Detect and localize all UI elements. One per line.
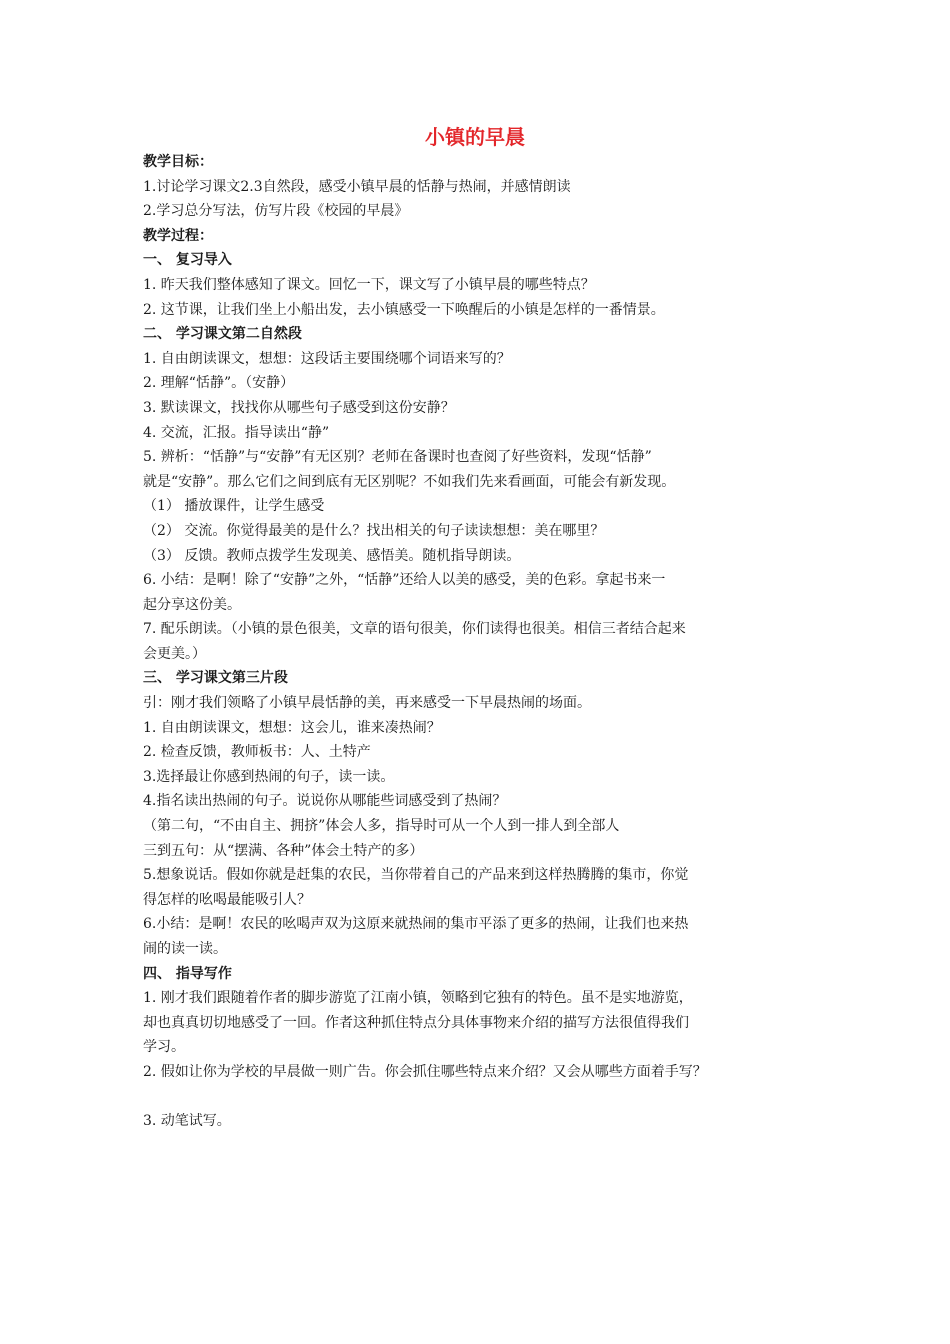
section-heading: 二、 学习课文第二自然段 xyxy=(143,326,302,343)
section-heading: 一、 复习导入 xyxy=(143,252,232,269)
text-line: 闹的读一读。 xyxy=(143,941,227,957)
text-line: （2） 交流。你觉得最美的是什么？找出相关的句子读读想想：美在哪里？ xyxy=(143,522,605,539)
blank-line xyxy=(143,1085,823,1110)
text-line: 4. 交流，汇报。指导读出“静” xyxy=(143,424,330,441)
text-line: 6. 小结：是啊！除了“安静”之外，“恬静”还给人以美的感受，美的色彩。拿起书来一 xyxy=(143,572,666,589)
text-line: 2. 假如让你为学校的早晨做一则广告。你会抓住哪些特点来介绍？又会从哪些方面着手写？ xyxy=(143,1063,707,1080)
text-line: （第二句，“不由自主、拥挤”体会人多，指导时可从一个人到一排人到全部人 xyxy=(143,818,620,835)
text-line: 4.指名读出热闹的句子。说说你从哪能些词感受到了热闹？ xyxy=(143,793,507,810)
text-line: 2. 检查反馈，教师板书：人、土特产 xyxy=(143,744,371,761)
text-line: 5.想象说话。假如你就是赶集的农民，当你带着自己的产品来到这样热腾腾的集市，你觉 xyxy=(143,867,689,884)
section-heading: 三、 学习课文第三片段 xyxy=(143,670,288,687)
text-line: 3.选择最让你感到热闹的句子，读一读。 xyxy=(143,768,395,785)
text-line: 学习。 xyxy=(143,1039,185,1056)
text-line: 三到五句：从“摆满、各种”体会土特产的多） xyxy=(143,842,424,859)
text-line: 1.讨论学习课文2.3自然段，感受小镇早晨的恬静与热闹，并感情朗读 xyxy=(143,178,571,195)
text-line: 5. 辨析：“恬静”与“安静”有无区别？老师在备课时也查阅了好些资料，发现“恬静” xyxy=(143,449,652,466)
text-line: 1. 自由朗读课文，想想：这会儿，谁来凑热闹？ xyxy=(143,719,441,736)
text-line: 2. 理解“恬静”。（安静） xyxy=(143,375,295,392)
document-title: 小镇的早晨 xyxy=(425,125,525,149)
text-line: 2.学习总分写法，仿写片段《校园的早晨》 xyxy=(143,203,409,220)
text-line: （3） 反馈。教师点拨学生发现美、感悟美。随机指导朗读。 xyxy=(143,547,521,564)
text-line: 1. 昨天我们整体感知了课文。回忆一下，课文写了小镇早晨的哪些特点？ xyxy=(143,276,595,293)
text-line: 3. 动笔试写。 xyxy=(143,1113,231,1130)
text-line: 7. 配乐朗读。（小镇的景色很美，文章的语句很美，你们读得也很美。相信三者结合起来 xyxy=(143,621,686,638)
text-line: 2. 这节课，让我们坐上小船出发，去小镇感受一下唤醒后的小镇是怎样的一番情景。 xyxy=(143,301,665,318)
text-line: 3. 默读课文，找找你从哪些句子感受到这份安静？ xyxy=(143,399,455,416)
document-body xyxy=(143,150,823,1134)
text-line: 引：刚才我们领略了小镇早晨恬静的美，再来感受一下早晨热闹的场面。 xyxy=(143,695,591,712)
section-heading: 四、 指导写作 xyxy=(143,965,232,982)
text-line: 却也真真切切地感受了一回。作者这种抓住特点分具体事物来介绍的描写方法很值得我们 xyxy=(143,1014,689,1031)
section-heading: 教学目标： xyxy=(143,154,213,170)
section-heading: 教学过程： xyxy=(143,227,213,244)
text-line: 1. 刚才我们跟随着作者的脚步游览了江南小镇，领略到它独有的特色。虽不是实地游览， xyxy=(143,990,693,1007)
text-line: 起分享这份美。 xyxy=(143,596,241,613)
text-line: 6.小结：是啊！农民的吆喝声双为这原来就热闹的集市平添了更多的热闹，让我们也来热 xyxy=(143,916,689,933)
text-line: 就是“安静”。那么它们之间到底有无区别呢？不如我们先来看画面，可能会有新发现。 xyxy=(143,473,676,490)
text-line: （1） 播放课件，让学生感受 xyxy=(143,498,325,515)
text-line: 1. 自由朗读课文，想想：这段话主要围绕哪个词语来写的？ xyxy=(143,350,511,367)
text-line: 得怎样的吆喝最能吸引人？ xyxy=(143,891,311,908)
text-line: 会更美。） xyxy=(143,645,206,662)
